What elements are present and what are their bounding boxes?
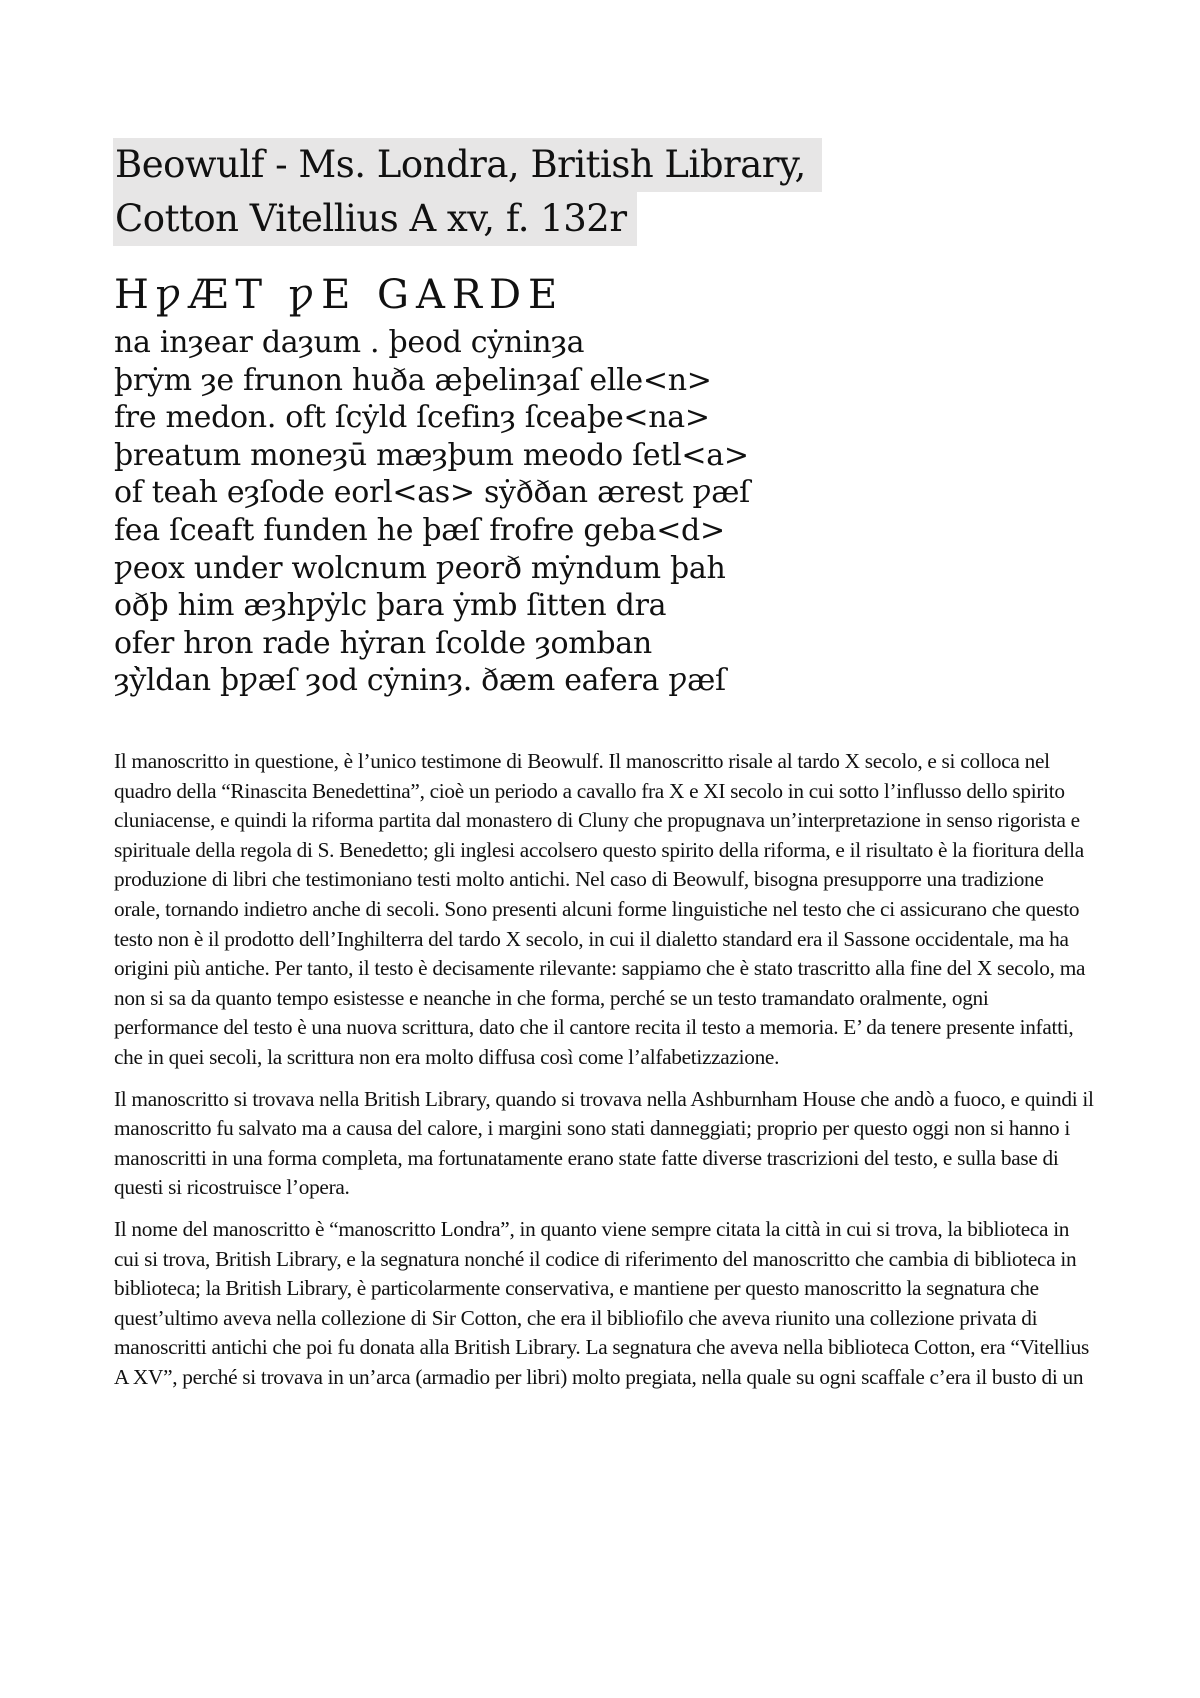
title-line-1: Beowulf - Ms. Londra, British Library, bbox=[113, 138, 822, 192]
verse-line: ȝẏ̀ldan þƿæſ ȝod cẏninȝ. ðæm eafera ƿæſ bbox=[114, 663, 726, 699]
verse-line: þreatum moneȝū mæȝþum meodo ſetl<a> bbox=[114, 437, 749, 473]
verse-line: na inȝear daȝum . þeod cẏninȝa bbox=[114, 325, 585, 360]
verse-line: fea ſceaft funden he þæſ frofre geba<d> bbox=[114, 512, 725, 548]
verse-line: oðþ him æȝhƿẏlc þara ẏmb ſitten dra bbox=[114, 588, 667, 624]
verse-block bbox=[114, 324, 1094, 700]
paragraph: Il manoscritto si trovava nella British Library, quando si trovava nella Ashburnham House che andò a fuoco, e quindi il manoscritto fu salvato ma a causa del calore, i margini sono stati danneggiati; proprio per questo oggi non si hanno i manoscritti in una forma completa, ma fortunatamente erano state fatte diverse trascrizioni del testo, e sulla base di questi si ricostruisce l’opera. bbox=[114, 1086, 1094, 1200]
paragraph: Il nome del manoscritto è “manoscritto Londra”, in quanto viene sempre citata la città in cui si trova, la biblioteca in cui si trova, British Library, e la segnatura nonché il codice di riferimento del manoscritto che cambia di biblioteca in biblioteca; la British Library, è particolarmente conservativa, e mantiene per questo manoscritto la segnatura che quest’ultimo aveva nella collezione di Sir Cotton, che era il bibliofilo che aveva riunito una collezione privata di manoscritti antichi che poi fu donata alla British Library. La segnatura che aveva nella biblioteca Cotton, era “Vitellius A XV”, perché si trovava in un’arca (armadio per libri) molto pregiata, nella quale su ogni scaffale c’era il busto di un bbox=[114, 1216, 1089, 1389]
verse-line: ofer hron rade hẏran ſcolde ȝomban bbox=[114, 625, 652, 661]
verse-line: ƿeox under wolcnum ƿeorð mẏndum þah bbox=[114, 550, 726, 586]
verse-line: fre medon. oft ſcẏld ſcefinȝ ſceaþe<na> bbox=[114, 400, 710, 436]
verse-line: þrẏm ȝe frunon huða æþelinȝaſ elle<n> bbox=[114, 362, 712, 398]
verse-incipit: HƿÆT ƿE GARDE bbox=[114, 272, 565, 318]
paragraph: Il manoscritto in questione, è l’unico testimone di Beowulf. Il manoscritto risale al tardo X secolo, e si colloca nel quadro della “Rinascita Benedettina”, cioè un periodo a cavallo fra X e XI secolo in cui sotto l’influsso dello spirito cluniacense, e quindi la riforma partita dal monastero di Cluny che propugnava un’interpretazione in senso rigorista e spirituale della regola di S. Benedetto; gli inglesi accolsero questo spirito della riforma, e il risultato è la fioritura della produzione di libri che testimoniano testi molto antichi. Nel caso di Beowulf, bisogna presupporre una tradizione orale, tornando indietro anche di secoli. Sono presenti alcuni forme linguistiche nel testo che ci assicurano che questo testo non è il prodotto dell’Inghilterra del tardo X secolo, in cui il dialetto standard era il Sassone occidentale, ma ha origini più antiche. Per tanto, il testo è decisamente rilevante: sappiamo che è stato trascritto alla fine del X secolo, ma non si sa da quanto tempo esistesse e neanche in che forma, perché se un testo tramandato oralmente, ogni performance del testo è una nuova scrittura, dato che il cantore recita il testo a memoria. E’ da tenere presente infatti, che in quei secoli, la scrittura non era molto diffusa così come l’alfabetizzazione. bbox=[114, 749, 1086, 1069]
title-line-2: Cotton Vitellius A xv, f. 132r bbox=[113, 192, 637, 246]
verse-line: of teah eȝſode eorl<as> sẏððan ærest ƿæſ bbox=[114, 475, 750, 511]
body-text bbox=[114, 747, 1094, 1404]
document-title bbox=[113, 138, 1013, 246]
